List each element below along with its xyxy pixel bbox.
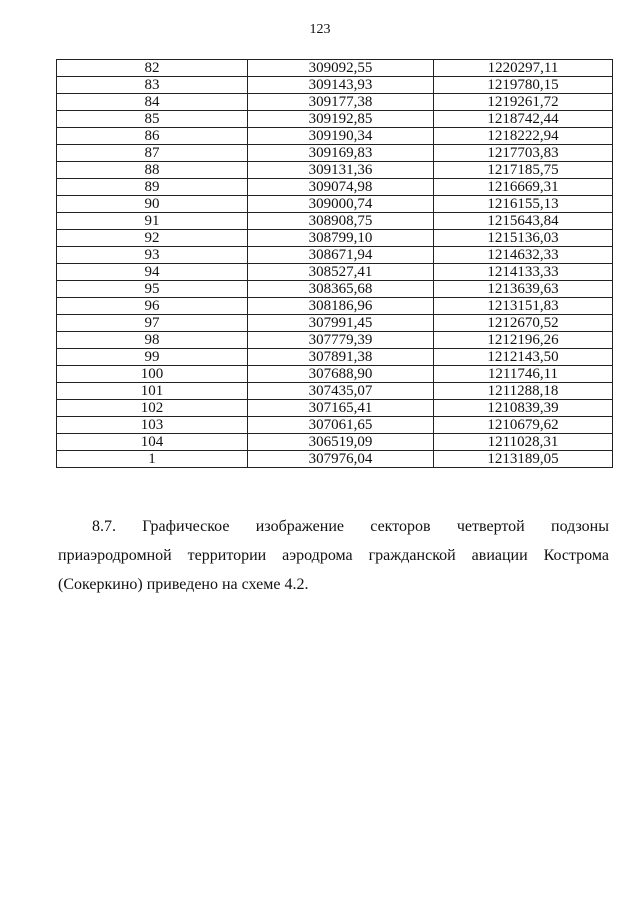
- y-coordinate-cell: 1218222,94: [434, 128, 613, 145]
- x-coordinate-cell: 309177,38: [248, 94, 434, 111]
- table-row: [57, 179, 613, 196]
- y-coordinate-cell: 1216155,13: [434, 196, 613, 213]
- y-coordinate-cell: 1212670,52: [434, 315, 613, 332]
- y-coordinate-cell: 1210679,62: [434, 417, 613, 434]
- x-coordinate-cell: 307991,45: [248, 315, 434, 332]
- y-coordinate-cell: 1211028,31: [434, 434, 613, 451]
- point-number-cell: 87: [57, 145, 248, 162]
- y-coordinate-cell: 1213151,83: [434, 298, 613, 315]
- point-number-cell: 96: [57, 298, 248, 315]
- point-number-cell: 94: [57, 264, 248, 281]
- x-coordinate-cell: 309074,98: [248, 179, 434, 196]
- point-number-cell: 85: [57, 111, 248, 128]
- y-coordinate-cell: 1213639,63: [434, 281, 613, 298]
- table-row: [57, 230, 613, 247]
- table-row: [57, 196, 613, 213]
- y-coordinate-cell: 1211288,18: [434, 383, 613, 400]
- x-coordinate-cell: 309190,34: [248, 128, 434, 145]
- table-row: [57, 264, 613, 281]
- table-row: [57, 366, 613, 383]
- table-row: [57, 349, 613, 366]
- table-row: [57, 128, 613, 145]
- y-coordinate-cell: 1217185,75: [434, 162, 613, 179]
- table-row: [57, 298, 613, 315]
- table-row: [57, 434, 613, 451]
- x-coordinate-cell: 307688,90: [248, 366, 434, 383]
- y-coordinate-cell: 1219261,72: [434, 94, 613, 111]
- x-coordinate-cell: 308799,10: [248, 230, 434, 247]
- y-coordinate-cell: 1218742,44: [434, 111, 613, 128]
- x-coordinate-cell: 308527,41: [248, 264, 434, 281]
- table-row: [57, 60, 613, 77]
- x-coordinate-cell: 308671,94: [248, 247, 434, 264]
- x-coordinate-cell: 306519,09: [248, 434, 434, 451]
- x-coordinate-cell: 307976,04: [248, 451, 434, 468]
- x-coordinate-cell: 309169,83: [248, 145, 434, 162]
- point-number-cell: 1: [57, 451, 248, 468]
- x-coordinate-cell: 307435,07: [248, 383, 434, 400]
- section-paragraph: 8.7. Графическое изображение секторов четвертой подзоны приаэродромной территории аэродрома гражданской авиации Кострома (Сокеркино) приведено на схеме 4.2.: [58, 518, 609, 593]
- table-row: [57, 417, 613, 434]
- y-coordinate-cell: 1216669,31: [434, 179, 613, 196]
- table-row: [57, 400, 613, 417]
- table-row: [57, 451, 613, 468]
- y-coordinate-cell: 1214632,33: [434, 247, 613, 264]
- point-number-cell: 84: [57, 94, 248, 111]
- point-number-cell: 95: [57, 281, 248, 298]
- x-coordinate-cell: 309192,85: [248, 111, 434, 128]
- y-coordinate-cell: 1215136,03: [434, 230, 613, 247]
- table-row: [57, 111, 613, 128]
- table-row: [57, 94, 613, 111]
- x-coordinate-cell: 308908,75: [248, 213, 434, 230]
- y-coordinate-cell: 1212143,50: [434, 349, 613, 366]
- x-coordinate-cell: 307165,41: [248, 400, 434, 417]
- table-row: [57, 162, 613, 179]
- y-coordinate-cell: 1219780,15: [434, 77, 613, 94]
- x-coordinate-cell: 309092,55: [248, 60, 434, 77]
- table-row: [57, 77, 613, 94]
- x-coordinate-cell: 308365,68: [248, 281, 434, 298]
- y-coordinate-cell: 1217703,83: [434, 145, 613, 162]
- x-coordinate-cell: 309000,74: [248, 196, 434, 213]
- table-row: [57, 383, 613, 400]
- y-coordinate-cell: 1215643,84: [434, 213, 613, 230]
- y-coordinate-cell: 1210839,39: [434, 400, 613, 417]
- point-number-cell: 86: [57, 128, 248, 145]
- point-number-cell: 104: [57, 434, 248, 451]
- y-coordinate-cell: 1211746,11: [434, 366, 613, 383]
- point-number-cell: 82: [57, 60, 248, 77]
- point-number-cell: 99: [57, 349, 248, 366]
- page-number: 123: [309, 22, 331, 37]
- table-row: [57, 247, 613, 264]
- point-number-cell: 83: [57, 77, 248, 94]
- point-number-cell: 101: [57, 383, 248, 400]
- point-number-cell: 93: [57, 247, 248, 264]
- table-row: [57, 332, 613, 349]
- y-coordinate-cell: 1220297,11: [434, 60, 613, 77]
- x-coordinate-cell: 308186,96: [248, 298, 434, 315]
- y-coordinate-cell: 1212196,26: [434, 332, 613, 349]
- table-row: [57, 213, 613, 230]
- point-number-cell: 92: [57, 230, 248, 247]
- x-coordinate-cell: 307061,65: [248, 417, 434, 434]
- point-number-cell: 88: [57, 162, 248, 179]
- y-coordinate-cell: 1214133,33: [434, 264, 613, 281]
- point-number-cell: 103: [57, 417, 248, 434]
- table-row: [57, 281, 613, 298]
- point-number-cell: 100: [57, 366, 248, 383]
- x-coordinate-cell: 307779,39: [248, 332, 434, 349]
- y-coordinate-cell: 1213189,05: [434, 451, 613, 468]
- x-coordinate-cell: 309131,36: [248, 162, 434, 179]
- point-number-cell: 98: [57, 332, 248, 349]
- table-row: [57, 145, 613, 162]
- point-number-cell: 97: [57, 315, 248, 332]
- coordinates-table-body: [57, 60, 613, 468]
- x-coordinate-cell: 307891,38: [248, 349, 434, 366]
- x-coordinate-cell: 309143,93: [248, 77, 434, 94]
- point-number-cell: 102: [57, 400, 248, 417]
- coordinates-table: [56, 59, 613, 468]
- table-row: [57, 315, 613, 332]
- point-number-cell: 90: [57, 196, 248, 213]
- point-number-cell: 91: [57, 213, 248, 230]
- point-number-cell: 89: [57, 179, 248, 196]
